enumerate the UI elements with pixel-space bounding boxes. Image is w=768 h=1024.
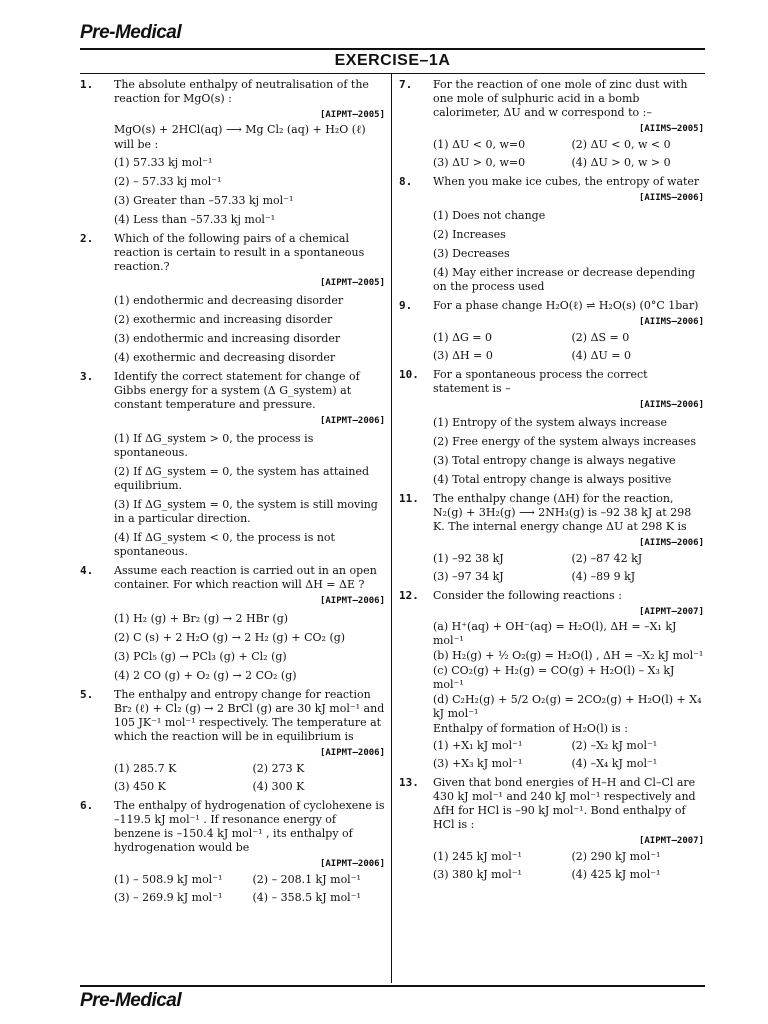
answer-option: (2) – 208.1 kJ mol⁻¹: [252, 873, 361, 886]
question: [399, 492, 704, 586]
page-header: [80, 22, 705, 44]
answer-option: (3) PCl₅ (g) → PCl₃ (g) + Cl₂ (g): [114, 650, 287, 663]
question: [399, 776, 704, 884]
question: [399, 299, 704, 365]
question-number: 10.: [399, 368, 419, 381]
answer-options: [433, 416, 704, 487]
question-text: Assume each reaction is carried out in an open container. For which reaction will ΔH = ΔE ?: [114, 564, 377, 591]
question-text: For a spontaneous process the correct statement is –: [433, 368, 648, 395]
answer-options: [114, 294, 385, 365]
answer-option: (1) –92 38 kJ: [433, 552, 504, 565]
answer-option: (3) 380 kJ mol⁻¹: [433, 868, 522, 881]
question-line: will be :: [114, 138, 159, 151]
answer-option: (3) Total entropy change is always negative: [433, 454, 676, 467]
answer-option: (3) Greater than –57.33 kj mol⁻¹: [114, 194, 294, 207]
answer-options: [114, 760, 385, 796]
question: [80, 78, 385, 227]
answer-option: (1) endothermic and decreasing disorder: [114, 294, 344, 307]
exam-source-tag: [AIPMT–2007]: [638, 836, 704, 846]
question-line: (b) H₂(g) + ½ O₂(g) = H₂O(l) , ΔH = –X₂ kJ mol⁻¹: [433, 649, 704, 662]
title-rule: [80, 73, 705, 74]
answer-option: (2) Free energy of the system always increases: [433, 435, 696, 448]
answer-options: [433, 329, 704, 365]
answer-option: (4) –X₄ kJ mol⁻¹: [571, 757, 658, 770]
question: [80, 370, 385, 559]
footer-rule: [80, 985, 705, 987]
question-text: Which of the following pairs of a chemical reaction is certain to result in a spontaneous reaction.?: [114, 232, 365, 273]
answer-option: (1) 245 kJ mol⁻¹: [433, 850, 522, 863]
exam-source-tag: [AIIMS–2006]: [638, 193, 704, 203]
exam-source-tag: [AIPMT–2005]: [319, 110, 385, 120]
question-number: 5.: [80, 688, 94, 701]
question: [399, 368, 704, 487]
question-number: 8.: [399, 175, 413, 188]
exam-source-tag: [AIPMT–2006]: [319, 859, 385, 869]
answer-option: (2) –X₂ kJ mol⁻¹: [571, 739, 658, 752]
question: [399, 175, 704, 294]
answer-option: (4) 300 K: [252, 780, 305, 793]
question-text: The enthalpy change (ΔH) for the reaction, N₂(g) + 3H₂(g) ⟶ 2NH₃(g) is –92 38 kJ at 298 K. The internal energy change ΔU at 298 K is: [433, 492, 692, 533]
exam-source-tag: [AIIMS–2005]: [638, 124, 704, 134]
answer-option: (1) – 508.9 kJ mol⁻¹: [114, 873, 223, 886]
question: [80, 232, 385, 365]
answer-options: [114, 432, 385, 559]
question-text: The enthalpy of hydrogenation of cyclohexene is –119.5 kJ mol⁻¹ . If resonance energy of benzene is –150.4 kJ mol⁻¹ , its enthalpy of hydrogenation would be: [114, 799, 385, 854]
answer-options: [114, 156, 385, 227]
question-number: 1.: [80, 78, 94, 91]
exercise-title: EXERCISE–1A: [334, 52, 451, 69]
answer-option: (1) If ΔG_system > 0, the process is spontaneous.: [114, 432, 314, 459]
question-line: (c) CO₂(g) + H₂(g) = CO(g) + H₂O(l) – X₃ kJ mol⁻¹: [433, 664, 675, 691]
question-number: 6.: [80, 799, 94, 812]
question-text: Consider the following reactions :: [433, 589, 622, 602]
answer-option: (3) Decreases: [433, 247, 510, 260]
answer-option: (2) Increases: [433, 228, 506, 241]
answer-option: (4) – 358.5 kJ mol⁻¹: [252, 891, 361, 904]
exam-source-tag: [AIIMS–2006]: [638, 317, 704, 327]
answer-option: (4) ΔU = 0: [571, 349, 632, 362]
question-number: 7.: [399, 78, 413, 91]
question-number: 13.: [399, 776, 419, 789]
answer-option: (1) ΔU < 0, w=0: [433, 138, 526, 151]
question-number: 11.: [399, 492, 419, 505]
answer-options: [433, 209, 704, 294]
answer-option: (1) 57.33 kj mol⁻¹: [114, 156, 213, 169]
question-text: Given that bond energies of H–H and Cl–Cl are 430 kJ mol⁻¹ and 240 kJ mol⁻¹ respectively and ΔfH for HCl is –90 kJ mol⁻¹. Bond enthalpy of HCl is :: [433, 776, 696, 831]
question: [399, 589, 704, 773]
exam-source-tag: [AIPMT–2006]: [319, 416, 385, 426]
answer-option: (2) exothermic and increasing disorder: [114, 313, 333, 326]
answer-option: (1) ΔG = 0: [433, 331, 493, 344]
question-line: (d) C₂H₂(g) + 5/2 O₂(g) = 2CO₂(g) + H₂O(l) + X₄ kJ mol⁻¹: [433, 693, 702, 720]
answer-option: (3) –97 34 kJ: [433, 570, 504, 583]
answer-option: (1) Does not change: [433, 209, 546, 222]
answer-option: (2) 273 K: [252, 762, 305, 775]
answer-option: (4) May either increase or decrease depending on the process used: [433, 266, 696, 293]
answer-option: (3) 450 K: [114, 780, 166, 793]
exam-source-tag: [AIPMT–2006]: [319, 596, 385, 606]
answer-option: (4) If ΔG_system < 0, the process is not spontaneous.: [114, 531, 335, 558]
question-number: 12.: [399, 589, 419, 602]
answer-option: (1) H₂ (g) + Br₂ (g) → 2 HBr (g): [114, 612, 289, 625]
question-number: 3.: [80, 370, 94, 383]
answer-option: (1) +X₁ kJ mol⁻¹: [433, 739, 523, 752]
answer-option: (2) –87 42 kJ: [571, 552, 643, 565]
question: [80, 564, 385, 683]
question: [399, 78, 704, 172]
question-text: The enthalpy and entropy change for reaction Br₂ (ℓ) + Cl₂ (g) → 2 BrCl (g) are 30 kJ mol⁻¹ and 105 JK⁻¹ mol⁻¹ respectively. The temperature at which the reaction will be in equilibrium is: [114, 688, 385, 743]
question-number: 4.: [80, 564, 94, 577]
answer-option: (4) Total entropy change is always positive: [433, 473, 672, 486]
answer-options: [114, 612, 385, 683]
answer-option: (4) –89 9 kJ: [571, 570, 636, 583]
exam-source-tag: [AIIMS–2006]: [638, 400, 704, 410]
question-number: 9.: [399, 299, 413, 312]
answer-option: (2) – 57.33 kj mol⁻¹: [114, 175, 222, 188]
answer-options: [114, 871, 385, 907]
exam-source-tag: [AIPMT–2006]: [319, 748, 385, 758]
answer-option: (3) ΔH = 0: [433, 349, 493, 362]
answer-option: (2) ΔU < 0, w < 0: [571, 138, 671, 151]
question-text: For the reaction of one mole of zinc dust with one mole of sulphuric acid in a bomb calorimeter, ΔU and w correspond to :–: [433, 78, 688, 119]
footer-brand: Pre-Medical: [80, 990, 182, 1011]
question-text: The absolute enthalpy of neutralisation of the reaction for MgO(s) :: [114, 78, 369, 105]
brand-title: Pre-Medical: [80, 22, 182, 43]
header-rule: [80, 48, 705, 50]
answer-option: (4) Less than –57.33 kj mol⁻¹: [114, 213, 276, 226]
answer-option: (3) If ΔG_system = 0, the system is still moving in a particular direction.: [114, 498, 378, 525]
answer-option: (4) 2 CO (g) + O₂ (g) → 2 CO₂ (g): [114, 669, 297, 682]
question-text: When you make ice cubes, the entropy of water: [433, 175, 700, 188]
question-line: Enthalpy of formation of H₂O(l) is :: [433, 722, 628, 735]
answer-option: (3) – 269.9 kJ mol⁻¹: [114, 891, 223, 904]
answer-option: (2) ΔS = 0: [571, 331, 630, 344]
answer-option: (3) +X₃ kJ mol⁻¹: [433, 757, 523, 770]
answer-options: [433, 848, 704, 884]
question-text: For a phase change H₂O(ℓ) ⇌ H₂O(s) (0°C 1bar): [433, 299, 699, 312]
answer-option: (2) 290 kJ mol⁻¹: [571, 850, 661, 863]
question-line: MgO(s) + 2HCl(aq) ⟶ Mg Cl₂ (aq) + H₂O (ℓ): [114, 123, 366, 136]
exam-source-tag: [AIPMT–2005]: [319, 278, 385, 288]
exam-source-tag: [AIPMT–2007]: [638, 607, 704, 617]
answer-option: (3) endothermic and increasing disorder: [114, 332, 341, 345]
answer-option: (4) 425 kJ mol⁻¹: [571, 868, 661, 881]
answer-options: [433, 737, 704, 773]
column-divider: [391, 73, 392, 983]
answer-option: (2) If ΔG_system = 0, the system has attained equilibrium.: [114, 465, 370, 492]
answer-options: [433, 136, 704, 172]
answer-option: (1) Entropy of the system always increase: [433, 416, 667, 429]
answer-option: (4) ΔU > 0, w > 0: [571, 156, 671, 169]
exam-source-tag: [AIIMS–2006]: [638, 538, 704, 548]
question: [80, 799, 385, 907]
answer-option: (2) C (s) + 2 H₂O (g) → 2 H₂ (g) + CO₂ (g): [114, 631, 346, 644]
left-column: [80, 78, 385, 910]
right-column: [399, 78, 704, 887]
question-text: Identify the correct statement for change of Gibbs energy for a system (Δ G_system) at constant temperature and pressure.: [114, 370, 360, 411]
answer-option: (3) ΔU > 0, w=0: [433, 156, 526, 169]
question-number: 2.: [80, 232, 94, 245]
answer-options: [433, 550, 704, 586]
question: [80, 688, 385, 796]
answer-option: (1) 285.7 K: [114, 762, 177, 775]
answer-option: (4) exothermic and decreasing disorder: [114, 351, 336, 364]
question-line: (a) H⁺(aq) + OH⁻(aq) = H₂O(l), ΔH = –X₁ kJ mol⁻¹: [433, 620, 677, 647]
